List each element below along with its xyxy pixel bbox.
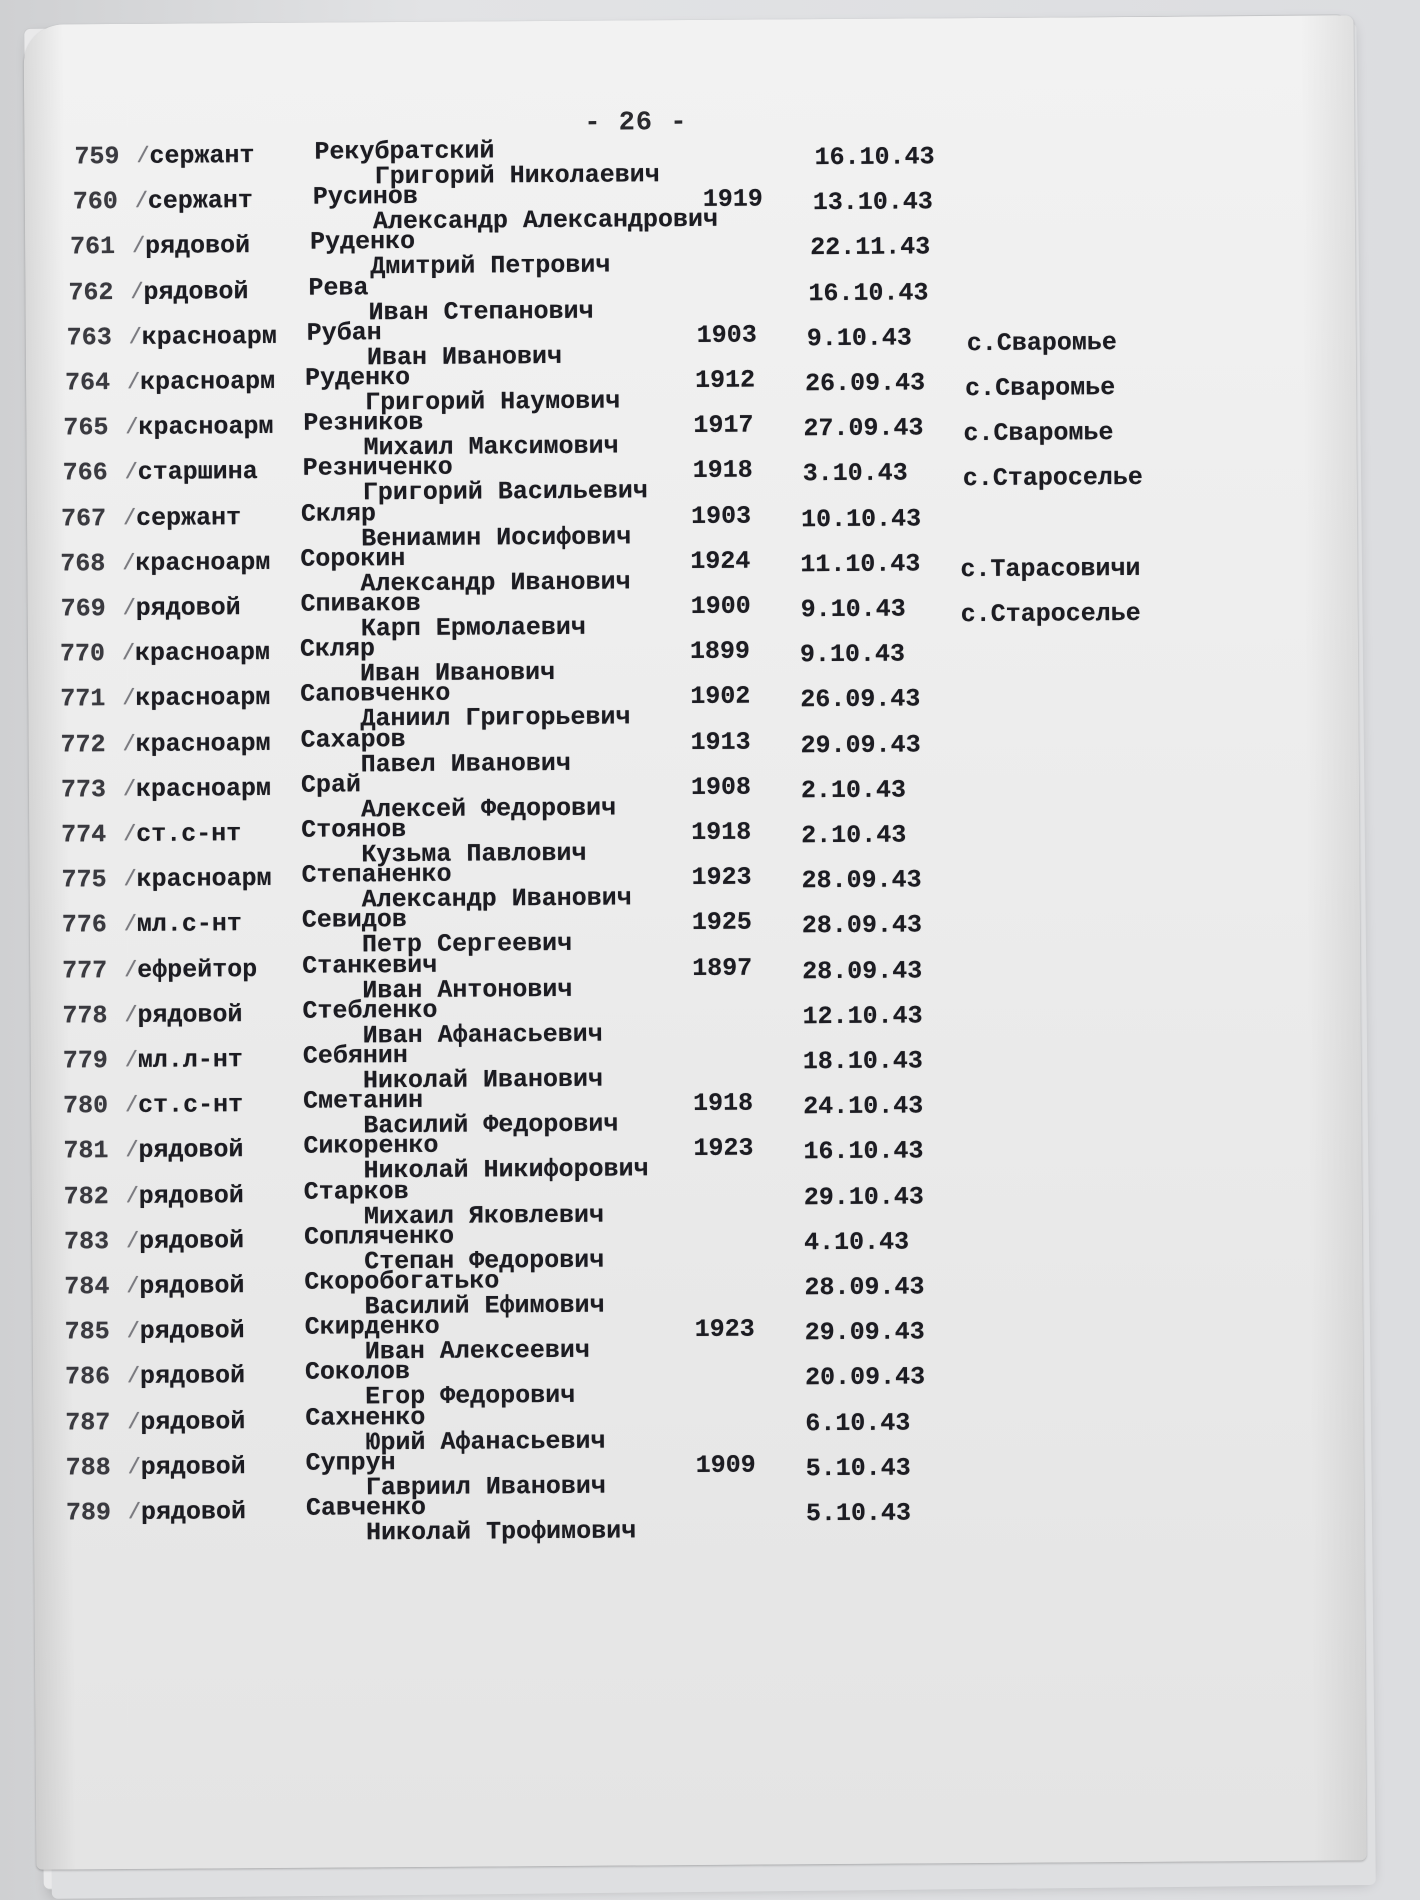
entry-given-names: Григорий Наумович <box>365 386 621 418</box>
entry-given-names: Гавриил Иванович <box>365 1471 606 1503</box>
entry-number: 776 <box>61 910 107 940</box>
entry-number: 781 <box>63 1136 109 1166</box>
entry-number: 759 <box>74 141 120 172</box>
entry-date: 12.10.43 <box>802 1001 923 1032</box>
entry-birth-year: 1912 <box>694 365 756 395</box>
entry-rank: красноарм <box>135 728 271 759</box>
entry-rank: ефрейтор <box>137 954 258 985</box>
check-mark: / <box>122 595 136 621</box>
entry-rank: красноарм <box>134 638 271 669</box>
check-mark: / <box>126 369 141 395</box>
entry-number: 789 <box>65 1498 112 1528</box>
check-mark: / <box>125 1183 140 1209</box>
entry-date: 26.09.43 <box>800 684 921 715</box>
entry-birth-year: 1900 <box>690 591 751 622</box>
entry-given-names: Иван Иванович <box>360 658 556 689</box>
page-number: - 26 - <box>584 108 688 139</box>
entry-given-names: Василий Ефимович <box>364 1290 605 1322</box>
entry-surname: Себянин <box>302 1041 408 1071</box>
check-mark: / <box>126 1319 140 1345</box>
entry-date: 13.10.43 <box>812 187 933 218</box>
entry-surname: Старков <box>303 1176 409 1207</box>
entry-rank: рядовой <box>139 1361 246 1392</box>
entry-surname: Стебленко <box>302 995 438 1026</box>
entry-date: 22.11.43 <box>810 232 931 263</box>
entry-date: 3.10.43 <box>802 458 908 489</box>
entry-surname: Скоробогатько <box>304 1266 500 1297</box>
entry-rank: рядовой <box>137 999 243 1030</box>
entry-number: 762 <box>68 277 114 307</box>
entry-date: 28.09.43 <box>804 1272 925 1303</box>
check-mark: / <box>127 1454 141 1480</box>
entry-birth-year: 1923 <box>691 862 752 893</box>
entry-number: 773 <box>60 774 107 805</box>
casualty-list <box>24 15 1367 1869</box>
entry-surname: Сметанин <box>302 1086 424 1116</box>
entry-birth-year: 1918 <box>692 455 753 486</box>
entry-burial-place: с.Сваромье <box>963 418 1114 449</box>
entry-given-names: Александр Иванович <box>361 883 632 915</box>
entry-surname: Скляр <box>299 634 376 664</box>
entry-birth-year: 1899 <box>689 636 751 667</box>
entry-date: 2.10.43 <box>800 775 907 806</box>
entry-number: 760 <box>72 187 118 217</box>
entry-number: 771 <box>60 684 106 714</box>
entry-date: 16.10.43 <box>803 1136 924 1167</box>
entry-rank: рядовой <box>140 1451 246 1482</box>
entry-date: 16.10.43 <box>808 277 929 308</box>
entry-given-names: Алексей Федорович <box>360 793 617 825</box>
entry-given-names: Павел Иванович <box>360 748 571 779</box>
check-mark: / <box>121 641 136 667</box>
entry-surname: Саповченко <box>300 679 451 710</box>
check-mark: / <box>134 188 149 215</box>
entry-burial-place: с.Староселье <box>960 598 1141 630</box>
entry-given-names: Степан Федорович <box>364 1245 605 1277</box>
entry-given-names: Петр Сергеевич <box>361 929 573 960</box>
entry-given-names: Николай Трофимович <box>366 1516 637 1548</box>
entry-date: 9.10.43 <box>806 323 912 354</box>
entry-surname: Резниченко <box>302 453 453 484</box>
check-mark: / <box>125 1138 139 1164</box>
entry-surname: Рева <box>308 272 369 303</box>
entry-surname: Срай <box>300 770 362 800</box>
entry-number: 765 <box>63 413 109 443</box>
entry-rank: рядовой <box>135 593 241 623</box>
entry-date: 29.09.43 <box>804 1317 925 1348</box>
entry-number: 774 <box>61 820 107 850</box>
entry-surname: Скирденко <box>304 1311 440 1342</box>
entry-given-names: Иван Афанасьевич <box>362 1019 603 1051</box>
entry-rank: рядовой <box>140 1406 246 1437</box>
entry-number: 777 <box>62 955 108 986</box>
entry-number: 775 <box>61 865 107 895</box>
entry-surname: Супрун <box>305 1447 396 1478</box>
entry-date: 5.10.43 <box>805 1453 911 1484</box>
entry-date: 24.10.43 <box>803 1091 924 1122</box>
entry-number: 770 <box>59 639 106 669</box>
check-mark: / <box>124 957 138 983</box>
entry-rank: красноарм <box>135 683 271 714</box>
entry-date: 5.10.43 <box>805 1498 912 1529</box>
entry-rank: красноарм <box>138 412 274 443</box>
entry-birth-year: 1903 <box>690 501 752 531</box>
entry-rank: красноарм <box>135 773 272 804</box>
entry-given-names: Николай Никифорович <box>363 1154 649 1186</box>
entry-birth-year: 1903 <box>696 320 757 350</box>
entry-given-names: Иван Алексеевич <box>364 1335 590 1367</box>
entry-given-names: Иван Иванович <box>366 341 563 373</box>
check-mark: / <box>125 1093 139 1119</box>
check-mark: / <box>122 550 136 576</box>
entry-number: 772 <box>60 729 106 760</box>
entry-number: 764 <box>64 368 111 398</box>
entry-number: 779 <box>62 1046 108 1076</box>
entry-surname: Рекубратский <box>314 136 495 167</box>
entry-surname: Севидов <box>301 905 407 936</box>
entry-number: 782 <box>63 1181 109 1212</box>
entry-surname: Спиваков <box>300 588 421 619</box>
list-entry <box>16 1489 1346 1552</box>
entry-number: 787 <box>65 1407 111 1438</box>
entry-given-names: Даниил Григорьевич <box>360 702 631 734</box>
entry-rank: рядовой <box>138 1135 244 1166</box>
check-mark: / <box>124 1002 138 1028</box>
entry-date: 28.09.43 <box>801 865 922 896</box>
entry-given-names: Юрий Афанасьевич <box>365 1426 606 1457</box>
entry-rank: сержант <box>147 186 253 216</box>
check-mark: / <box>122 776 137 802</box>
entry-surname: Руденко <box>310 227 416 258</box>
entry-surname: Рубан <box>306 317 382 348</box>
check-mark: / <box>122 505 137 531</box>
entry-surname: Савченко <box>305 1492 427 1523</box>
entry-birth-year: 1919 <box>702 184 763 215</box>
entry-date: 2.10.43 <box>801 820 907 851</box>
entry-rank: мл.л-нт <box>137 1045 243 1075</box>
entry-rank: ст.с-нт <box>138 1090 244 1121</box>
check-mark: / <box>127 1499 142 1525</box>
entry-date: 28.09.43 <box>801 910 923 941</box>
entry-surname: Русинов <box>312 182 418 212</box>
entry-date: 11.10.43 <box>800 549 921 580</box>
entry-number: 784 <box>64 1272 110 1302</box>
entry-birth-year: 1917 <box>693 410 754 441</box>
entry-rank: рядовой <box>143 276 249 307</box>
entry-given-names: Григорий Николаевич <box>374 160 660 192</box>
entry-given-names: Иван Степанович <box>368 296 594 327</box>
entry-surname: Сорокин <box>300 543 406 574</box>
check-mark: / <box>136 143 150 169</box>
entry-date: 29.10.43 <box>803 1182 924 1212</box>
entry-rank: сержант <box>149 141 255 171</box>
entry-birth-year: 1909 <box>695 1450 756 1480</box>
check-mark: / <box>125 1228 140 1254</box>
entry-given-names: Дмитрий Петрович <box>370 250 611 282</box>
entry-given-names: Карп Ермолаевич <box>360 612 586 644</box>
entry-rank: красноарм <box>136 864 272 895</box>
entry-number: 769 <box>60 594 106 624</box>
entry-surname: Руденко <box>304 362 411 393</box>
entry-rank: рядовой <box>138 1180 244 1211</box>
entry-rank: мл.с-нт <box>136 909 242 940</box>
check-mark: / <box>123 912 138 938</box>
entry-number: 786 <box>64 1362 111 1392</box>
entry-surname: Сикоренко <box>303 1131 439 1162</box>
check-mark: / <box>123 821 137 847</box>
entry-surname: Соколов <box>304 1357 411 1388</box>
entry-given-names: Александр Иванович <box>360 567 631 599</box>
entry-surname: Станкевич <box>302 950 438 981</box>
entry-date: 27.09.43 <box>803 413 924 444</box>
entry-surname: Скляр <box>300 498 377 529</box>
entry-birth-year: 1902 <box>690 681 751 712</box>
document-page <box>24 15 1367 1869</box>
check-mark: / <box>124 1047 139 1073</box>
entry-number: 785 <box>64 1317 110 1347</box>
check-mark: / <box>127 1409 141 1435</box>
entry-date: 9.10.43 <box>799 639 906 670</box>
check-mark: / <box>130 279 144 305</box>
entry-number: 761 <box>70 232 116 262</box>
entry-given-names: Иван Антонович <box>362 974 573 1005</box>
entry-burial-place: с.Староселье <box>962 463 1143 494</box>
entry-number: 778 <box>62 1000 108 1031</box>
entry-date: 28.09.43 <box>802 956 923 986</box>
entry-number: 788 <box>65 1452 111 1483</box>
check-mark: / <box>122 731 136 757</box>
entry-surname: Степаненко <box>301 859 452 890</box>
entry-birth-year: 1923 <box>694 1314 755 1345</box>
check-mark: / <box>128 324 143 350</box>
entry-rank: рядовой <box>140 1497 247 1527</box>
entry-date: 10.10.43 <box>800 504 922 534</box>
entry-burial-place: с.Сваромье <box>966 327 1117 358</box>
entry-number: 783 <box>63 1226 110 1257</box>
entry-surname: Сахненко <box>305 1402 426 1433</box>
entry-rank: старшина <box>137 457 258 488</box>
entry-date: 26.09.43 <box>805 368 926 399</box>
entry-given-names: Григорий Васильевич <box>362 476 648 508</box>
entry-birth-year: 1925 <box>691 907 752 938</box>
entry-rank: рядовой <box>138 1225 245 1256</box>
entry-birth-year: 1924 <box>690 546 751 576</box>
check-mark: / <box>124 460 138 486</box>
entry-date: 6.10.43 <box>805 1408 911 1438</box>
entry-rank: красноарм <box>141 321 277 352</box>
entry-birth-year: 1897 <box>692 953 753 983</box>
entry-rank: рядовой <box>139 1271 245 1301</box>
entry-given-names: Александр Александрович <box>372 205 719 237</box>
entry-given-names: Вениамин Иосифович <box>361 522 632 553</box>
entry-rank: красноарм <box>139 366 276 397</box>
entry-date: 4.10.43 <box>803 1227 910 1258</box>
entry-birth-year: 1923 <box>693 1133 754 1164</box>
entry-rank: красноарм <box>135 547 271 578</box>
entry-birth-year: 1918 <box>693 1088 754 1119</box>
entry-rank: ст.с-нт <box>136 819 242 849</box>
entry-rank: сержант <box>135 502 242 533</box>
entry-rank: рядовой <box>139 1316 245 1347</box>
entry-number: 768 <box>60 548 106 579</box>
entry-surname: Стоянов <box>301 815 407 845</box>
entry-birth-year: 1908 <box>690 772 752 802</box>
entry-surname: Сопляченко <box>303 1221 455 1252</box>
check-mark: / <box>122 686 136 712</box>
entry-date: 9.10.43 <box>800 594 906 625</box>
entry-given-names: Василий Федорович <box>363 1109 619 1141</box>
entry-given-names: Егор Федорович <box>365 1381 576 1412</box>
check-mark: / <box>123 867 137 893</box>
entry-surname: Резников <box>303 408 424 438</box>
entry-number: 767 <box>60 503 107 534</box>
entry-rank: рядовой <box>145 231 251 262</box>
entry-date: 20.09.43 <box>804 1362 926 1393</box>
entry-burial-place: с.Тарасовичи <box>960 553 1141 584</box>
entry-given-names: Михаил Максимович <box>363 431 619 463</box>
entry-given-names: Михаил Яковлевич <box>363 1200 605 1231</box>
entry-surname: Сахаров <box>300 724 406 755</box>
entry-given-names: Николай Иванович <box>362 1064 604 1096</box>
check-mark: / <box>126 1273 140 1299</box>
entry-burial-place: с.Сваромье <box>965 373 1116 404</box>
check-mark: / <box>125 415 139 441</box>
entry-date: 18.10.43 <box>802 1046 923 1077</box>
entry-number: 766 <box>62 458 108 488</box>
entry-number: 780 <box>63 1091 109 1121</box>
check-mark: / <box>126 1364 141 1390</box>
entry-date: 29.09.43 <box>800 730 921 760</box>
entry-birth-year: 1918 <box>691 817 752 848</box>
entry-date: 16.10.43 <box>814 142 935 173</box>
entry-birth-year: 1913 <box>690 727 751 757</box>
check-mark: / <box>132 234 146 260</box>
entry-number: 763 <box>66 322 112 353</box>
entry-given-names: Кузьма Павлович <box>361 838 587 870</box>
